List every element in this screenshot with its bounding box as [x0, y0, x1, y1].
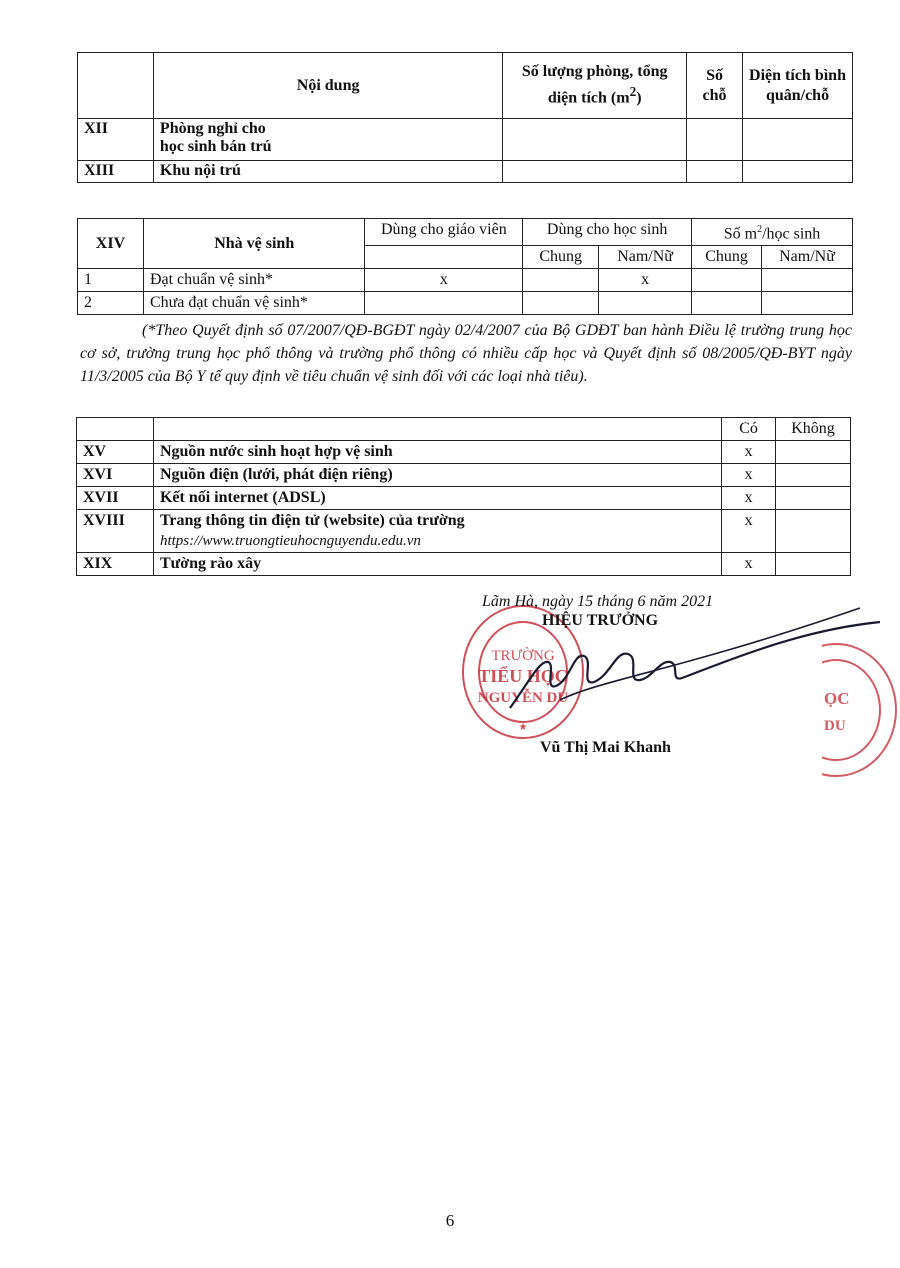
header-rooms: Số lượng phòng, tổng diện tích $(m^2)$ [503, 53, 687, 119]
row-label: Kết nối internet (ADSL) [153, 487, 721, 510]
svg-text:DU: DU [824, 718, 846, 734]
signing-date: Lãm Hà, ngày 15 tháng 6 năm 2021 [482, 593, 714, 610]
yes-mark: x [722, 487, 776, 510]
yes-mark: x [722, 553, 776, 576]
table-row [78, 269, 853, 292]
toilet-num: XIV [78, 219, 144, 269]
row-num: 2 [78, 292, 144, 315]
row-num: XIX [77, 553, 154, 576]
row-num: XV [77, 441, 154, 464]
svg-text:TIỂU HỌC: TIỂU HỌC [478, 666, 568, 686]
teacher-mark: x [365, 269, 523, 292]
yes-mark: x [722, 464, 776, 487]
row-num: 1 [78, 269, 144, 292]
sub-common: Chung [692, 246, 762, 269]
row-label: Nguồn nước sinh hoạt hợp vệ sinh [153, 441, 721, 464]
row-label: Trang thông tin điện tử (website) của trường https://www.truongtieuhocnguyendu.edu.vn [153, 510, 721, 553]
sub-gender: Nam/Nữ [599, 246, 692, 269]
header-student: Dùng cho học sinh [523, 219, 692, 246]
svg-text:NGUYỄN DU: NGUYỄN DU [477, 690, 569, 706]
header-no: Không [776, 418, 851, 441]
row-label: Khu nội trú [153, 161, 502, 183]
sub-common: Chung [523, 246, 599, 269]
facilities-table [76, 417, 851, 576]
header-content: Nội dung [153, 53, 502, 119]
row-num: XII [78, 119, 154, 161]
row-num: XVII [77, 487, 154, 510]
toilet-table [77, 218, 853, 315]
toilet-title: Nhà vệ sinh [143, 219, 365, 269]
yes-mark: x [722, 510, 776, 553]
header-yes: Có [722, 418, 776, 441]
table-row [77, 464, 851, 487]
page-number: 6 [445, 1211, 455, 1230]
signer-role: HIỆU TRƯỞNG [542, 612, 659, 629]
row-label: Đạt chuẩn vệ sinh* [143, 269, 365, 292]
table-row [77, 441, 851, 464]
header-ratio: Số $m^2$/học sinh [692, 219, 853, 246]
row-label: Phòng nghỉ cho học sinh bán trú [153, 119, 502, 161]
row-num: XVIII [77, 510, 154, 553]
row-label: Nguồn điện (lưới, phát điện riêng) [153, 464, 721, 487]
student-gender-mark: x [599, 269, 692, 292]
sub-gender: Nam/Nữ [762, 246, 853, 269]
svg-text:★: ★ [518, 722, 528, 733]
row-label: Tường rào xây [153, 553, 721, 576]
header-teacher: Dùng cho giáo viên [365, 219, 523, 246]
table-row [77, 510, 851, 553]
table-row [77, 487, 851, 510]
header-num [78, 53, 154, 119]
signer-name: Vũ Thị Mai Khanh [540, 739, 671, 756]
footnote: (*Theo Quyết định số 07/2007/QĐ-BGĐT ngày 02/4/2007 của Bộ GDĐT ban hành Điều lệ trường trung học cơ sở, trường trung học phổ thông và trường phổ thông có nhiều cấp học và Quyết định số 08/2005/QĐ-BYT ngày 11/3/2005 của Bộ Y tế quy định về tiêu chuẩn vệ sinh đối với các loại nhà tiêu). [80, 322, 852, 385]
row-num: XIII [78, 161, 154, 183]
header-seats: Số chỗ [687, 53, 743, 119]
svg-text:ỌC: ỌC [824, 689, 850, 708]
svg-text:TRƯỜNG: TRƯỜNG [491, 648, 555, 664]
website-url: https://www.truongtieuhocnguyendu.edu.vn [159, 533, 421, 549]
row-label: Chưa đạt chuẩn vệ sinh* [143, 292, 365, 315]
table-row [78, 119, 853, 161]
header-avg: Diện tích bình quân/chỗ [743, 53, 853, 119]
table-row [78, 292, 853, 315]
table-row [77, 553, 851, 576]
table-row [78, 161, 853, 183]
row-num: XVI [77, 464, 154, 487]
yes-mark: x [722, 441, 776, 464]
rooms-table [77, 52, 853, 183]
